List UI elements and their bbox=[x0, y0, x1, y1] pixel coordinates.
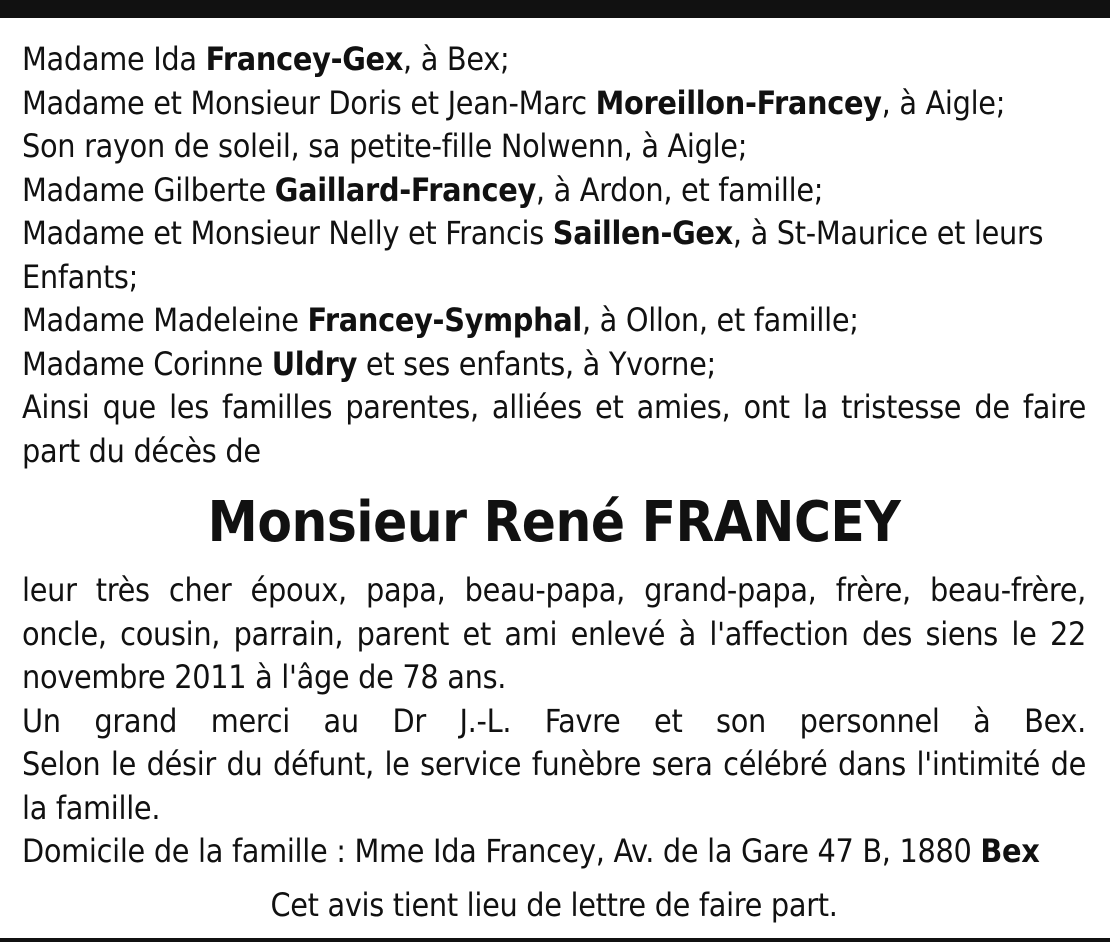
death-notice bbox=[22, 38, 1086, 927]
bottom-border bbox=[0, 938, 1110, 942]
family-line bbox=[22, 82, 1086, 126]
family-surname: Francey-Gex bbox=[205, 40, 404, 78]
family-surname: Francey-Symphal bbox=[307, 301, 582, 339]
family-surname: Gaillard-Francey bbox=[274, 170, 536, 209]
family-line bbox=[22, 299, 1086, 343]
family-text: Madame Madeleine bbox=[22, 301, 308, 339]
family-text: Madame Corinne bbox=[22, 344, 272, 383]
family-text: Madame Ida bbox=[22, 40, 206, 78]
intro-paragraph: Ainsi que les familles parentes, alliées et amies, ont la tristesse de faire part du décès de bbox=[22, 388, 1086, 470]
family-line bbox=[22, 38, 1086, 82]
family-text: et ses enfants, à Yvorne; bbox=[357, 344, 716, 383]
family-text: , à St-Maurice et leurs Enfants; bbox=[22, 214, 1044, 296]
family-text: , à Bex; bbox=[403, 40, 510, 78]
family-text: , à Ardon, et famille; bbox=[535, 170, 824, 209]
top-border bbox=[0, 0, 1110, 18]
family-line bbox=[22, 169, 1086, 213]
family-line bbox=[22, 343, 1086, 387]
footer-note: Cet avis tient lieu de lettre de faire part. bbox=[270, 885, 838, 924]
deceased-name: Monsieur René FRANCEY bbox=[207, 490, 901, 555]
family-text: Son rayon de soleil, sa petite-fille Nolwenn, à Aigle; bbox=[22, 127, 748, 165]
domicile-text: Domicile de la famille : Mme Ida Francey, Av. de la Gare 47 B, 1880 bbox=[22, 832, 981, 870]
family-text: Madame et Monsieur Doris et Jean-Marc bbox=[22, 83, 596, 122]
family-text: Madame et Monsieur Nelly et Francis bbox=[22, 214, 553, 252]
family-text: , à Aigle; bbox=[881, 83, 1006, 122]
family-surname: Uldry bbox=[271, 344, 358, 383]
family-surname: Moreillon-Francey bbox=[595, 83, 882, 122]
family-text: , à Ollon, et famille; bbox=[582, 301, 859, 339]
domicile-line bbox=[22, 830, 1086, 874]
service-paragraph: Selon le désir du défunt, le service funèbre sera célébré dans l'intimité de la famille. bbox=[22, 745, 1086, 827]
family-text: Madame Gilberte bbox=[22, 170, 275, 209]
domicile-town: Bex bbox=[980, 832, 1040, 870]
family-line bbox=[22, 125, 1086, 169]
family-line bbox=[22, 212, 1086, 299]
description-paragraph: leur très cher époux, papa, beau-papa, grand-papa, frère, beau-frère, oncle, cousin, parrain, parent et ami enlevé à l'affection des siens le 22 novembre 2011 à l'âge de 78 ans. bbox=[22, 571, 1086, 696]
thanks-line: Un grand merci au Dr J.-L. Favre et son personnel à Bex. bbox=[22, 701, 1086, 740]
family-surname: Saillen-Gex bbox=[552, 214, 733, 252]
